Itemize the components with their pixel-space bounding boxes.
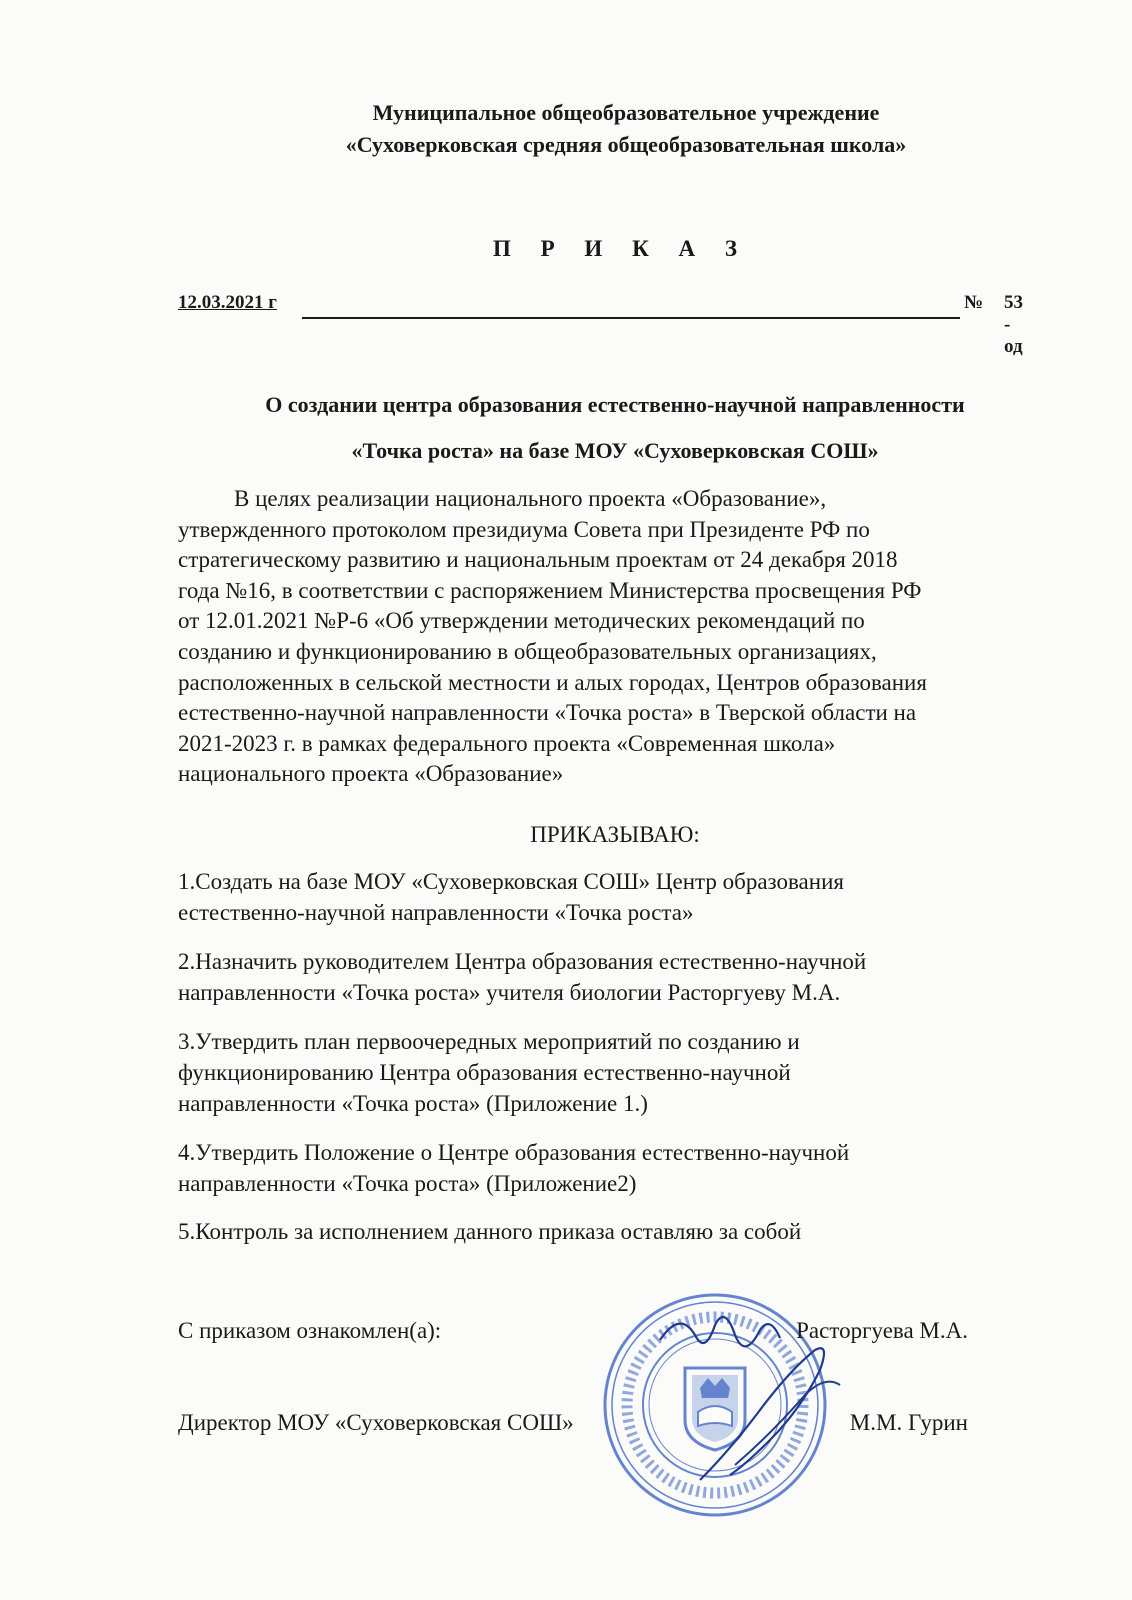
acquainted-label: С приказом ознакомлен(а): bbox=[178, 1318, 442, 1343]
subject-line-2: «Точка роста» на базе МОУ «Суховерковская СОШ» bbox=[351, 438, 879, 463]
organization-name-line-2: «Суховерковская средняя общеобразовательная школа» bbox=[345, 132, 907, 157]
preamble-line: утвержденного протоколом президиума Совета при Президенте РФ по bbox=[178, 516, 870, 542]
organization-name-line-1: Муниципальное общеобразовательное учреждение bbox=[372, 100, 880, 125]
preamble bbox=[178, 484, 1058, 790]
preamble-line: года №16, в соответствии с распоряжением Министерства просвещения РФ bbox=[178, 577, 922, 603]
order-item-5: 5.Контроль за исполнением данного приказа оставляю за собой bbox=[178, 1219, 802, 1244]
director-label: Директор МОУ «Суховерковская СОШ» bbox=[178, 1410, 574, 1435]
preamble-line: расположенных в сельской местности и алых городах, Центров образования bbox=[178, 669, 927, 695]
order-number: 53 - од bbox=[990, 292, 1029, 358]
date-number-row bbox=[178, 292, 1023, 357]
director-name: М.М. Гурин bbox=[849, 1410, 968, 1435]
fill-line bbox=[302, 317, 960, 319]
preamble-line: от 12.01.2021 №Р-6 «Об утверждении методических рекомендаций по bbox=[178, 608, 865, 634]
order-item-2: 2.Назначить руководителем Центра образования естественно-научной направленности «Точка роста» учителя биологии Расторгуеву М.А. bbox=[178, 949, 867, 1005]
preamble-line: национального проекта «Образование» bbox=[178, 761, 564, 787]
order-item-1: 1.Создать на базе МОУ «Суховерковская СОШ» Центр образования естественно-научной направленности «Точка роста» bbox=[178, 869, 844, 925]
document-title: П Р И К А З bbox=[492, 236, 749, 261]
preamble-line: 2021-2023 г. в рамках федерального проекта «Современная школа» bbox=[178, 730, 836, 756]
number-sign: № bbox=[960, 292, 987, 314]
order-date: 12.03.2021 г bbox=[178, 292, 277, 313]
preamble-line: естественно-научной направленности «Точка роста» в Тверской области на bbox=[178, 700, 917, 726]
preamble-line: созданию и функционированию в общеобразовательных организациях, bbox=[178, 638, 877, 664]
preamble-line: В целях реализации национального проекта «Образование», bbox=[234, 486, 827, 511]
order-item-4: 4.Утвердить Положение о Центре образования естественно-научной направленности «Точка роста» (Приложение2) bbox=[178, 1140, 850, 1196]
preamble-line: стратегическому развитию и национальным проектам от 24 декабря 2018 bbox=[178, 547, 898, 573]
order-item-3: 3.Утвердить план первоочередных мероприятий по созданию и функционированию Центра образования естественно-научной направленности «Точка роста» (Приложение 1.) bbox=[178, 1029, 800, 1116]
subject-line-1: О создании центра образования естественно-научной направленности bbox=[265, 392, 965, 417]
acquainted-name: Расторгуева М.А. bbox=[796, 1318, 968, 1343]
orders-heading: ПРИКАЗЫВАЮ: bbox=[530, 822, 700, 847]
